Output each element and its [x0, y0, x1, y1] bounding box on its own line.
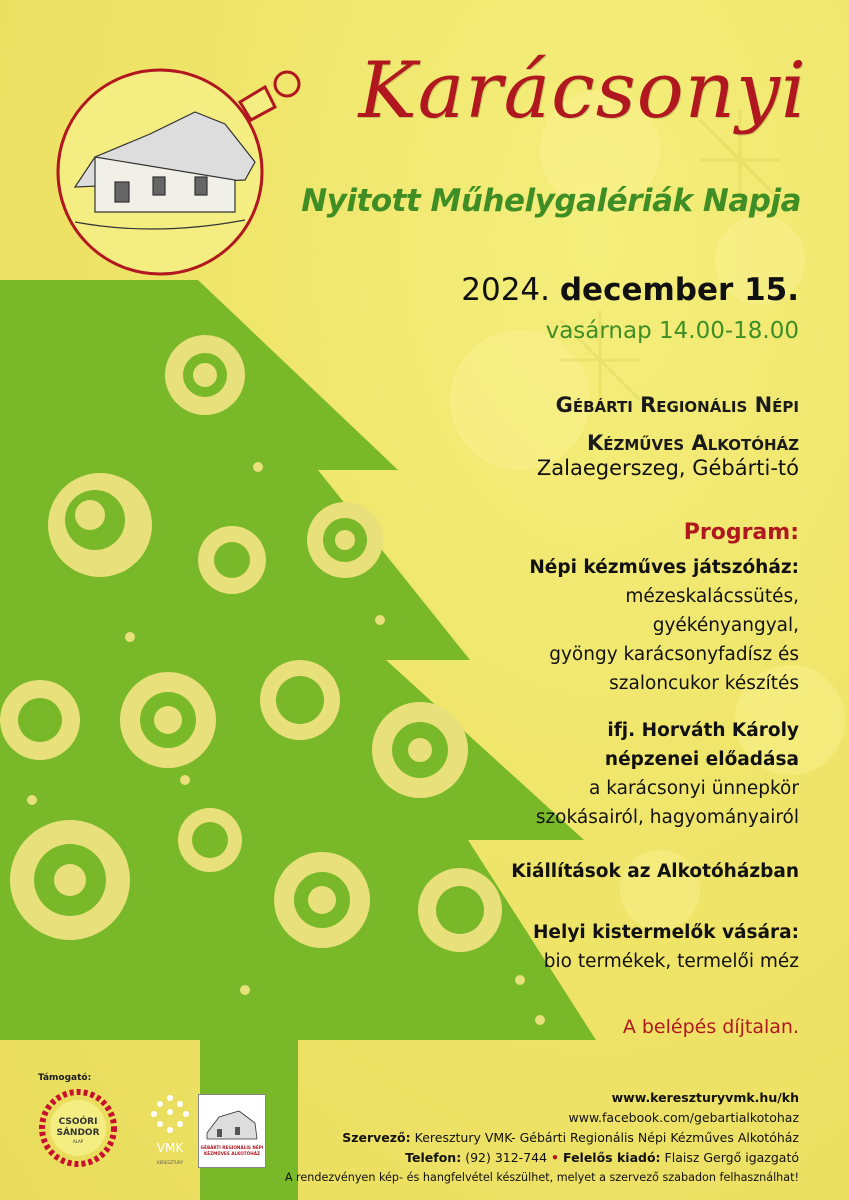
- organizer-text: Keresztury VMK- Gébárti Regionális Népi Kézműves Alkotóház: [414, 1130, 799, 1145]
- house-logo-text-1: GÉBÁRTI REGIONÁLIS NÉPI: [200, 1145, 264, 1150]
- publisher-text: Flaisz Gergő igazgató: [664, 1150, 799, 1165]
- christmas-tree-icon: [0, 280, 600, 1200]
- subtitle: Nyitott Műhelygalériák Napja: [301, 183, 801, 219]
- program-heading: Program:: [683, 520, 799, 545]
- program-item-3: [511, 857, 799, 886]
- vmk-text: VMK: [156, 1141, 184, 1155]
- event-date: [461, 272, 799, 308]
- csoori-sandor-logo: [28, 1088, 128, 1168]
- event-time: vasárnap 14.00-18.00: [545, 318, 799, 344]
- footer-info: [285, 1088, 799, 1188]
- csoori-text-1: CSOÓRI: [58, 1117, 98, 1127]
- organizer-line: [285, 1128, 799, 1148]
- program-item-2-line: a karácsonyi ünnepkör: [589, 778, 799, 799]
- phone-line: [285, 1148, 799, 1168]
- website-link[interactable]: www.kereszturyvmk.hu/kh: [611, 1090, 799, 1105]
- program-item-1-line: szaloncukor készítés: [609, 673, 799, 694]
- venue-city: Zalaegerszeg, Gébárti-tó: [536, 456, 799, 480]
- venue-name: [556, 386, 799, 462]
- house-logo-text-2: KÉZMŰVES ALKOTÓHÁZ: [203, 1151, 261, 1156]
- program-item-4: [533, 918, 799, 976]
- vmk-sub: KERESZTURY: [156, 1160, 184, 1165]
- program-item-2-subtitle: népzenei előadása: [604, 749, 799, 770]
- csoori-text-3: ALAP: [72, 1139, 84, 1144]
- publisher-label: Felelős kiadó:: [563, 1150, 661, 1165]
- alkotohaz-logo: [198, 1094, 266, 1168]
- facebook-link[interactable]: www.facebook.com/gebartialkotohaz: [568, 1110, 799, 1125]
- program-item-1-title: Népi kézműves játszóház:: [529, 557, 799, 578]
- bullet-separator: •: [551, 1150, 560, 1165]
- program-item-1: [529, 553, 799, 698]
- csoori-text-2: SÁNDOR: [56, 1128, 100, 1138]
- venue-line2: Kézműves Alkotóház: [586, 431, 799, 455]
- program-item-1-line: gyékényangyal,: [652, 615, 799, 636]
- phone-number: (92) 312-744: [465, 1150, 548, 1165]
- vmk-logo: [146, 1092, 194, 1172]
- christmas-ornament-icon: [55, 62, 320, 282]
- program-item-2: [536, 716, 799, 832]
- program-item-2-title: ifj. Horváth Károly: [607, 720, 799, 741]
- program-item-4-line: bio termékek, termelői méz: [543, 951, 799, 972]
- program-item-1-line: gyöngy karácsonyfadísz és: [549, 644, 799, 665]
- program-item-3-title: Kiállítások az Alkotóházban: [511, 861, 799, 882]
- organizer-label: Szervező:: [342, 1130, 411, 1145]
- phone-label: Telefon:: [405, 1150, 462, 1165]
- title-script: Karácsonyi: [358, 46, 807, 136]
- program-item-4-title: Helyi kistermelők vására:: [532, 922, 799, 943]
- program-item-2-line: szokásairól, hagyományairól: [535, 807, 799, 828]
- recording-note: A rendezvényen kép- és hangfelvétel készülhet, melyet a szervező szabadon felhasználhat!: [284, 1171, 799, 1184]
- support-label: Támogató:: [38, 1073, 92, 1083]
- event-day: december 15.: [559, 272, 799, 308]
- program-item-1-line: mézeskalácssütés,: [625, 586, 799, 607]
- free-entry-note: A belépés díjtalan.: [622, 1016, 799, 1038]
- event-year: 2024.: [461, 272, 550, 308]
- venue-line1: Gébárti Regionális Népi: [555, 393, 799, 417]
